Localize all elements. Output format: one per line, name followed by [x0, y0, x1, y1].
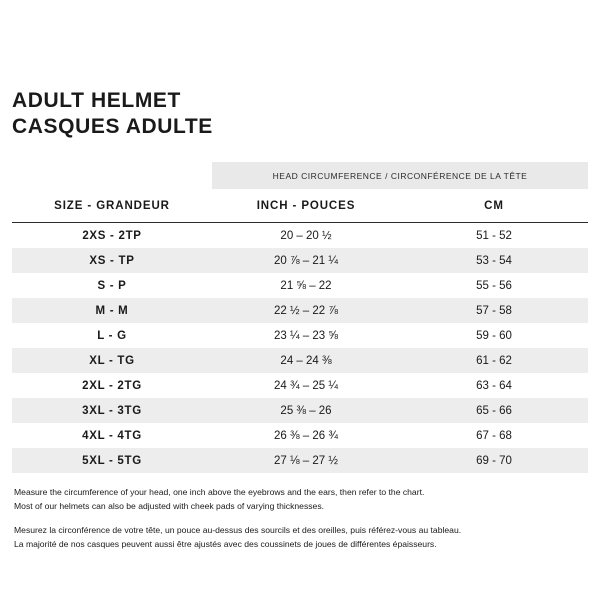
- cell-inch: 25 ⅜ – 26: [212, 398, 400, 423]
- table-row: [12, 423, 588, 448]
- cell-cm: 69 - 70: [400, 448, 588, 473]
- size-chart-table: [12, 162, 588, 473]
- cell-size: 4XL - 4TG: [12, 423, 212, 448]
- cell-cm: 51 - 52: [400, 223, 588, 249]
- cell-size: 2XL - 2TG: [12, 373, 212, 398]
- cell-size: XS - TP: [12, 248, 212, 273]
- notes-spacer: [14, 513, 588, 524]
- cell-size: L - G: [12, 323, 212, 348]
- cell-inch: 20 – 20 ½: [212, 223, 400, 249]
- page-title: [12, 0, 588, 140]
- cell-cm: 63 - 64: [400, 373, 588, 398]
- table-row: [12, 273, 588, 298]
- table-row: [12, 323, 588, 348]
- note-en-line-2: Most of our helmets can also be adjusted with cheek pads of varying thicknesses.: [14, 500, 325, 511]
- cell-size: 3XL - 3TG: [12, 398, 212, 423]
- cell-cm: 53 - 54: [400, 248, 588, 273]
- cell-cm: 57 - 58: [400, 298, 588, 323]
- table-row: [12, 223, 588, 249]
- cell-cm: 55 - 56: [400, 273, 588, 298]
- cell-inch: 26 ⅜ – 26 ¾: [212, 423, 400, 448]
- table-head: [12, 162, 588, 223]
- table-column-header-row: [12, 189, 588, 223]
- cell-cm: 61 - 62: [400, 348, 588, 373]
- cell-inch: 22 ½ – 22 ⅞: [212, 298, 400, 323]
- cell-cm: 67 - 68: [400, 423, 588, 448]
- cell-cm: 59 - 60: [400, 323, 588, 348]
- column-header-cm: CM: [400, 189, 588, 223]
- cell-size: S - P: [12, 273, 212, 298]
- column-header-size: SIZE - GRANDEUR: [12, 189, 212, 223]
- note-fr-line-2: La majorité de nos casques peuvent aussi être ajustés avec des coussinets de joues de différentes épaisseurs.: [14, 538, 437, 549]
- note-en-line-1: Measure the circumference of your head, one inch above the eyebrows and the ears, then refer to the chart.: [14, 487, 425, 497]
- table-row: [12, 373, 588, 398]
- cell-cm: 65 - 66: [400, 398, 588, 423]
- cell-inch: 24 – 24 ⅜: [212, 348, 400, 373]
- column-header-inch: INCH - POUCES: [212, 189, 400, 223]
- page-title-line-2: CASQUES ADULTE: [12, 115, 213, 138]
- table-group-header-row: [12, 162, 588, 189]
- cell-inch: 24 ¾ – 25 ¼: [212, 373, 400, 398]
- page-title-line-1: ADULT HELMET: [12, 89, 181, 112]
- cell-inch: 21 ⅝ – 22: [212, 273, 400, 298]
- table-row: [12, 348, 588, 373]
- note-fr-line-1: Mesurez la circonférence de votre tête, un pouce au-dessus des sourcils et des oreilles, puis référez-vous au tableau.: [14, 525, 462, 535]
- group-header-spacer: [12, 162, 212, 189]
- table-row: [12, 448, 588, 473]
- cell-size: M - M: [12, 298, 212, 323]
- cell-size: XL - TG: [12, 348, 212, 373]
- table-row: [12, 398, 588, 423]
- table-row: [12, 248, 588, 273]
- cell-inch: 23 ¼ – 23 ⅝: [212, 323, 400, 348]
- table-row: [12, 298, 588, 323]
- cell-size: 2XS - 2TP: [12, 223, 212, 249]
- cell-inch: 20 ⅞ – 21 ¼: [212, 248, 400, 273]
- cell-inch: 27 ⅛ – 27 ½: [212, 448, 400, 473]
- table-body: [12, 223, 588, 474]
- group-header-head-circumference: HEAD CIRCUMFERENCE / CIRCONFÉRENCE DE LA TÊTE: [212, 162, 588, 189]
- chart-notes: [12, 486, 588, 551]
- cell-size: 5XL - 5TG: [12, 448, 212, 473]
